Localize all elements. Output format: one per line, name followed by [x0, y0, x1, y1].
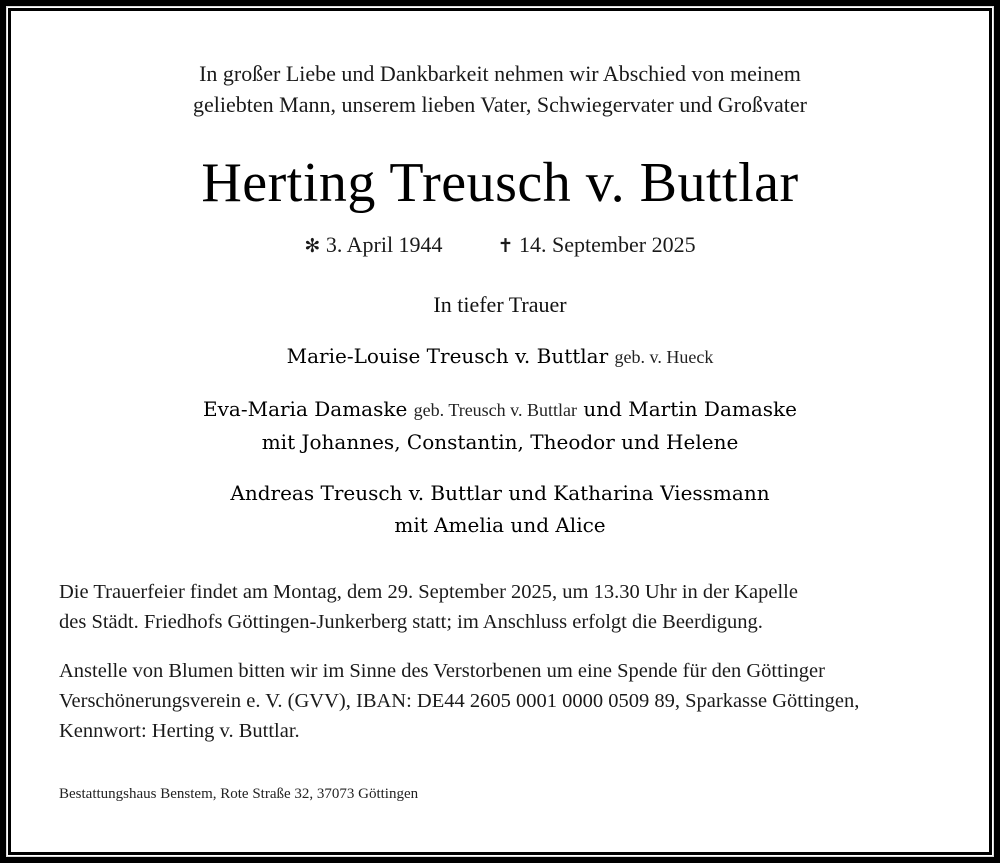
widow-name: Marie-Louise Treusch v. Buttlar [286, 344, 609, 368]
donation-paragraph [59, 656, 949, 746]
funeral-home: Bestattungshaus Benstem, Rote Straße 32, 37073 Göttingen [59, 786, 419, 802]
son-line: Andreas Treusch v. Buttlar und Katharina Viessmann [230, 481, 770, 505]
life-dates [0, 229, 1000, 262]
deceased-name: Herting Treusch v. Buttlar [201, 152, 799, 214]
son-children: mit Amelia und Alice [394, 513, 606, 537]
daughter-children: mit Johannes, Constantin, Theodor und Helene [261, 430, 739, 454]
service-paragraph [59, 577, 949, 637]
family-daughter [0, 393, 1000, 458]
family-son [0, 477, 1000, 541]
daughter-partner: und Martin Damaske [583, 397, 797, 421]
birth-star-icon: ✻ [304, 235, 321, 257]
family-widow [0, 340, 1000, 373]
donation-line: Kennwort: Herting v. Buttlar. [59, 720, 300, 742]
daughter-maiden-name: geb. Treusch v. Buttlar [413, 400, 577, 420]
birth-date: 3. April 1944 [325, 232, 443, 257]
intro-text [0, 58, 1000, 120]
daughter-name: Eva-Maria Damaske [203, 397, 408, 421]
intro-line: geliebten Mann, unserem lieben Vater, Schwiegervater und Großvater [193, 92, 807, 117]
widow-maiden-name: geb. v. Hueck [614, 347, 714, 367]
mourning-heading: In tiefer Trauer [433, 292, 567, 317]
donation-line: Anstelle von Blumen bitten wir im Sinne des Verstorbenen um eine Spende für den Göttinger [59, 660, 825, 682]
death-date: 14. September 2025 [518, 232, 696, 257]
service-line: Die Trauerfeier findet am Montag, dem 29. September 2025, um 13.30 Uhr in der Kapelle [59, 581, 798, 603]
service-line: des Städt. Friedhofs Göttingen-Junkerberg statt; im Anschluss erfolgt die Beerdigung. [59, 611, 763, 633]
intro-line: In großer Liebe und Dankbarkeit nehmen wir Abschied von meinem [199, 61, 801, 86]
death-cross-icon: ✝ [497, 235, 514, 257]
donation-line: Verschönerungsverein e. V. (GVV), IBAN: DE44 2605 0001 0000 0509 89, Sparkasse Göttingen, [59, 690, 860, 712]
